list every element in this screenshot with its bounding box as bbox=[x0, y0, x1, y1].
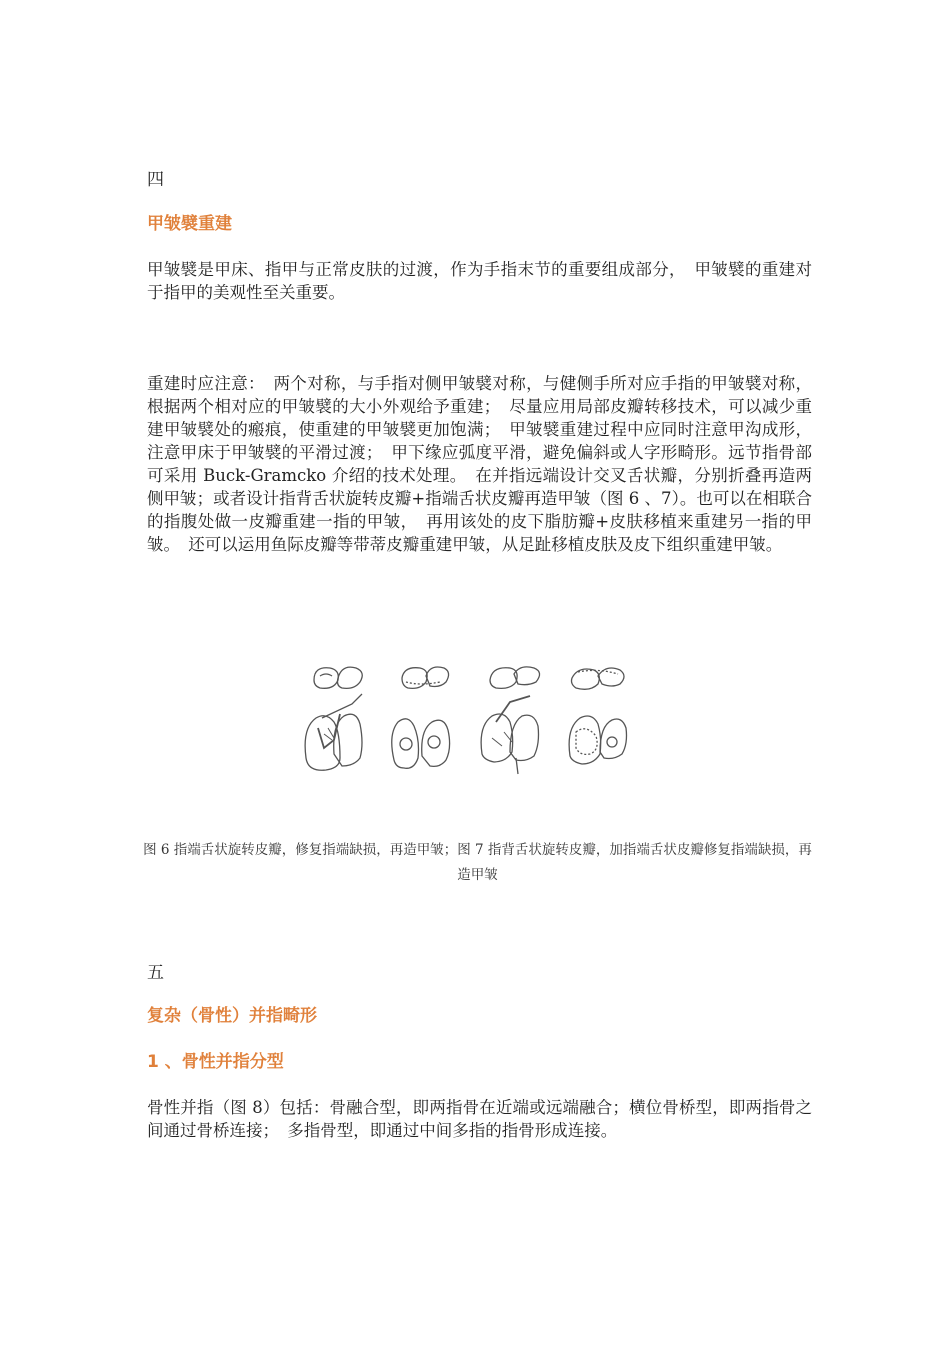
fingertip-drawing-4 bbox=[572, 668, 625, 689]
section-heading: 复杂（骨性）并指畸形 bbox=[147, 1006, 317, 1026]
paragraph: 骨性并指（图 8）包括：骨融合型，即两指骨在近端或远端融合；横位骨桥型，即两指骨之间通过骨桥连接； 多指骨型，即通过中间多指的指骨形成连接。 bbox=[147, 1098, 812, 1140]
finger-flap-drawing-1 bbox=[305, 694, 362, 770]
finger-flap-drawing-3 bbox=[481, 696, 538, 774]
figure-caption: 图 6 指端舌状旋转皮瓣，修复指端缺损，再造甲皱；图 7 指背舌状旋转皮瓣，加指端舌状皮瓣修复指端缺损，再造甲皱 bbox=[143, 842, 812, 883]
fingertip-drawing-3 bbox=[490, 667, 540, 689]
finger-flap-drawing-2 bbox=[392, 719, 450, 768]
paragraph: 甲皱襞是甲床、指甲与正常皮肤的过渡，作为手指末节的重要组成部分， 甲皱襞的重建对于指甲的美观性至关重要。 bbox=[147, 260, 812, 302]
surgical-illustration bbox=[302, 658, 647, 776]
section-number: 四 bbox=[147, 170, 164, 190]
paragraph: 重建时应注意： 两个对称，与手指对侧甲皱襞对称，与健侧手所对应手指的甲皱襞对称，根据两个相对应的甲皱襞的大小外观给予重建； 尽量应用局部皮瓣转移技术，可以减少重建甲皱襞处的瘢痕，使重建的甲皱襞更加饱满； 甲皱襞重建过程中应同时注意甲沟成形，注意甲床于甲皱襞的平滑过渡； 甲下缘应弧度平滑，避免偏斜或人字形畸形。远节指骨部可采用 Buck-Gramcko 介绍的技术处理。 在并指远端设计交叉舌状瓣，分别折叠再造两侧甲皱；或者设计指背舌状旋转皮瓣+指端舌状皮瓣再造甲皱（图 6 、7）。也可以在相联合的指腹处做一皮瓣重建一指的甲皱， 再用该处的皮下脂肪瓣+皮肤移植来重建另一指的甲皱。 还可以运用鱼际皮瓣等带蒂皮瓣重建甲皱，从足趾移植皮肤及皮下组织重建甲皱。 bbox=[147, 374, 812, 554]
section-heading: 甲皱襞重建 bbox=[147, 214, 232, 234]
section-number: 五 bbox=[147, 963, 164, 983]
subsection-heading: 1 、骨性并指分型 bbox=[147, 1052, 284, 1072]
fingertip-drawing-1 bbox=[314, 667, 362, 688]
fingertip-drawing-2 bbox=[402, 667, 449, 688]
finger-flap-drawing-4 bbox=[569, 716, 626, 764]
